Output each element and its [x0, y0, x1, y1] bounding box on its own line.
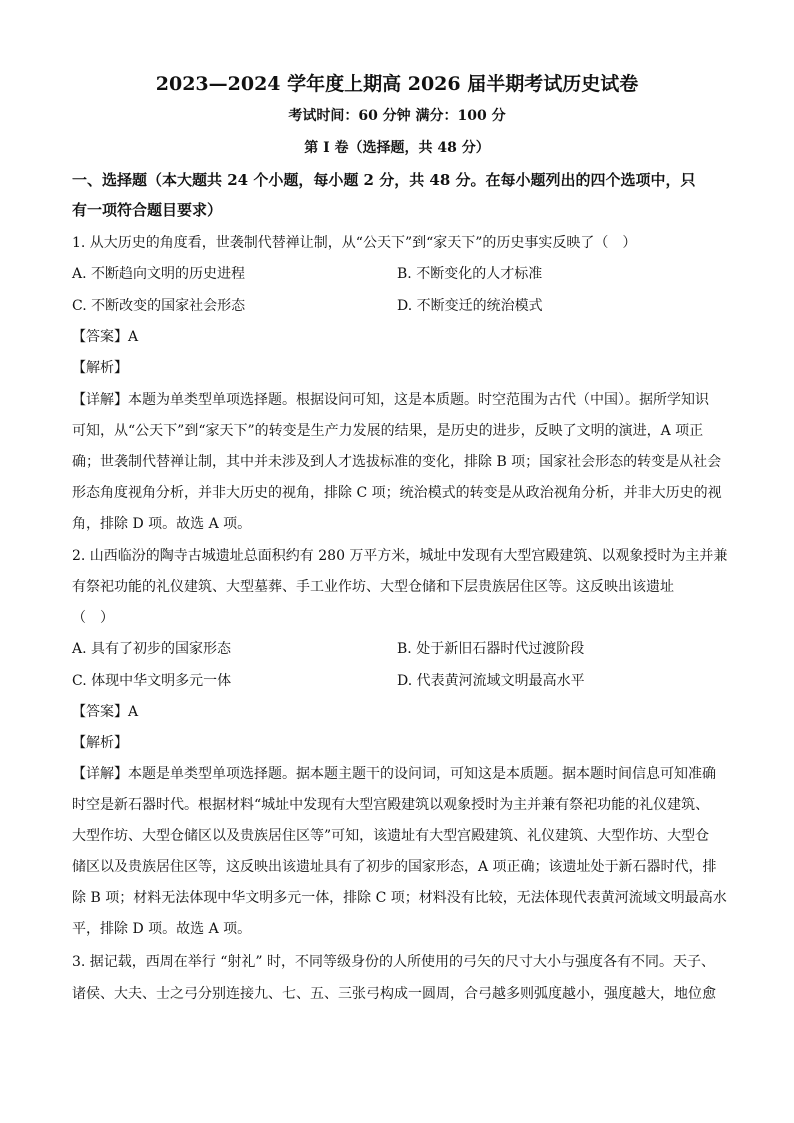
- exam-info: 考试时间：60 分钟 满分：100 分: [288, 108, 506, 124]
- q1-detail-line: 确；世袭制代替禅让制，其中并未涉及到人才选拔标准的变化，排除 B 项；国家社会形态的转变是从社会: [72, 454, 722, 470]
- q2-option-b: B. 处于新旧石器时代过渡阶段: [397, 641, 585, 657]
- q2-analysis-label: 【解析】: [72, 735, 128, 751]
- q2-detail-line: 除 B 项；材料无法体现中华文明多元一体，排除 C 项；材料没有比较，无法体现代表黄河流域文明最高水: [72, 890, 727, 906]
- q2-answer: 【答案】A: [72, 704, 139, 720]
- q3-stem-line2: 诸侯、大夫、士之弓分别连接九、七、五、三张弓构成一圆周，合弓越多则弧度越小，强度越大，地位愈: [72, 986, 716, 1002]
- q1-detail-line: 形态角度视角分析，并非大历史的视角，排除 C 项；统治模式的转变是从政治视角分析，并非大历史的视: [72, 485, 722, 501]
- q1-detail-line: 可知，从“公天下”到“家天下”的转变是生产力发展的结果，是历史的进步，反映了文明的演进，A 项正: [72, 423, 704, 439]
- exam-title: 2023—2024 学年度上期高 2026 届半期考试历史试卷: [155, 73, 639, 95]
- q1-option-a: A. 不断趋向文明的历史进程: [72, 266, 246, 282]
- q1-analysis-label: 【解析】: [72, 360, 128, 376]
- q1-option-c: C. 不断改变的国家社会形态: [72, 298, 246, 314]
- q2-detail-line: 储区以及贵族居住区等，这反映出该遗址具有了初步的国家形态，A 项正确；该遗址处于新石器时代，排: [72, 859, 717, 875]
- q1-option-d: D. 不断变迁的统治模式: [397, 298, 543, 314]
- volume-heading: 第 I 卷（选择题，共 48 分）: [304, 140, 490, 156]
- q2-detail-line: 【详解】本题是单类型单项选择题。据本题主题干的设问词，可知这是本质题。据本题时间信息可知准确: [72, 766, 716, 782]
- q1-detail-line: 【详解】本题为单类型单项选择题。根据设问可知，这是本质题。时空范围为古代（中国）。据所学知识: [72, 392, 709, 408]
- q1-detail-line: 角，排除 D 项。故选 A 项。: [72, 516, 252, 532]
- section-heading-line2: 有一项符合题目要求）: [72, 201, 223, 219]
- q2-stem-line1: 2. 山西临汾的陶寺古城遗址总面积约有 280 万平方米，城址中发现有大型宫殿建筑、以观象授时为主并兼: [72, 548, 728, 564]
- q2-stem-line2: 有祭祀功能的礼仪建筑、大型墓葬、手工业作坊、大型仓储和下层贵族居住区等。这反映出该遗址: [72, 579, 674, 595]
- q3-stem-line1: 3. 据记载，西周在举行 “射礼” 时，不同等级身份的人所使用的弓矢的尺寸大小与强度各有不同。天子、: [72, 954, 716, 970]
- q2-detail-line: 大型作坊、大型仓储区以及贵族居住区等”可知，该遗址有大型宫殿建筑、礼仪建筑、大型作坊、大型仓: [72, 828, 710, 844]
- q2-option-c: C. 体现中华文明多元一体: [72, 673, 232, 689]
- section-heading-line1: 一、选择题（本大题共 24 个小题，每小题 2 分，共 48 分。在每小题列出的四个选项中，只: [72, 171, 696, 189]
- q2-stem-line3: （ ）: [72, 610, 114, 626]
- q1-answer: 【答案】A: [72, 329, 139, 345]
- q2-option-d: D. 代表黄河流域文明最高水平: [397, 673, 585, 689]
- q2-detail-line: 平，排除 D 项。故选 A 项。: [72, 921, 252, 937]
- q2-option-a: A. 具有了初步的国家形态: [72, 641, 232, 657]
- q2-detail-line: 时空是新石器时代。根据材料“城址中发现有大型宫殿建筑以观象授时为主并兼有祭祀功能的礼仪建筑、: [72, 797, 710, 813]
- q1-stem: 1. 从大历史的角度看，世袭制代替禅让制，从“公天下”到“家天下”的历史事实反映了（ ）: [72, 235, 637, 251]
- q1-option-b: B. 不断变化的人才标准: [397, 266, 543, 282]
